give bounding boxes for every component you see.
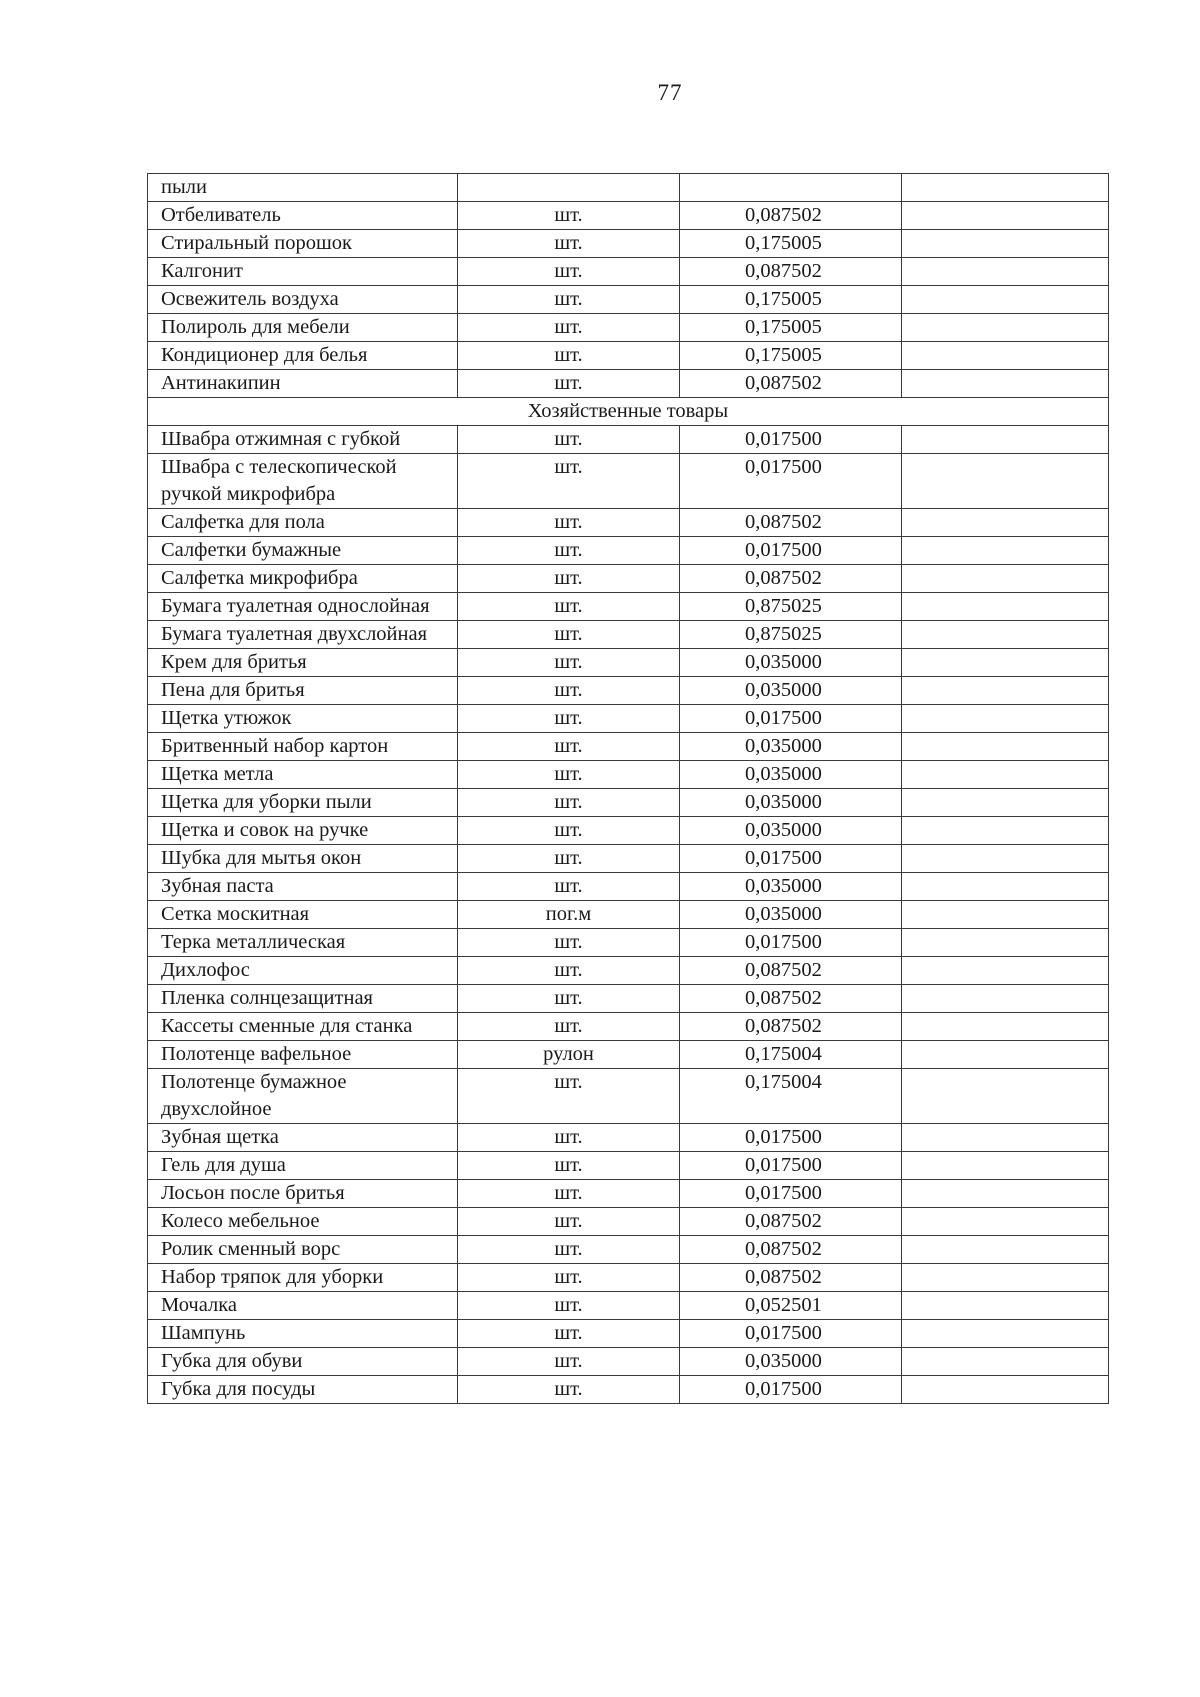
- item-name-cell: Освежитель воздуха: [148, 286, 458, 314]
- item-name-cell: Гель для душа: [148, 1152, 458, 1180]
- table-body: [148, 174, 1109, 1404]
- unit-cell: шт.: [458, 1348, 680, 1376]
- item-name-cell: Бритвенный набор картон: [148, 733, 458, 761]
- item-name-cell: Швабра с телескопической ручкой микрофибра: [148, 454, 458, 509]
- unit-cell: пог.м: [458, 901, 680, 929]
- unit-cell: шт.: [458, 1236, 680, 1264]
- extra-cell: [902, 1180, 1109, 1208]
- unit-cell: шт.: [458, 929, 680, 957]
- section-heading: Хозяйственные товары: [148, 398, 1109, 426]
- item-name-cell: Сетка москитная: [148, 901, 458, 929]
- unit-cell: шт.: [458, 202, 680, 230]
- value-cell: 0,035000: [680, 901, 902, 929]
- value-cell: 0,087502: [680, 1264, 902, 1292]
- extra-cell: [902, 621, 1109, 649]
- value-cell: 0,087502: [680, 258, 902, 286]
- table-row: [148, 1348, 1109, 1376]
- unit-cell: шт.: [458, 733, 680, 761]
- table-row: [148, 454, 1109, 509]
- extra-cell: [902, 1208, 1109, 1236]
- value-cell: 0,175004: [680, 1069, 902, 1124]
- table-row: [148, 901, 1109, 929]
- unit-cell: шт.: [458, 1124, 680, 1152]
- item-name-cell: Кондиционер для белья: [148, 342, 458, 370]
- unit-cell: шт.: [458, 1208, 680, 1236]
- value-cell: 0,875025: [680, 593, 902, 621]
- item-name-cell: Зубная щетка: [148, 1124, 458, 1152]
- item-name-cell: Губка для посуды: [148, 1376, 458, 1404]
- value-cell: 0,017500: [680, 1320, 902, 1348]
- extra-cell: [902, 202, 1109, 230]
- value-cell: 0,087502: [680, 1013, 902, 1041]
- value-cell: 0,035000: [680, 677, 902, 705]
- unit-cell: шт.: [458, 621, 680, 649]
- table-row: [148, 1264, 1109, 1292]
- unit-cell: шт.: [458, 537, 680, 565]
- extra-cell: [902, 509, 1109, 537]
- table-row: [148, 1376, 1109, 1404]
- unit-cell: шт.: [458, 1376, 680, 1404]
- value-cell: 0,175005: [680, 342, 902, 370]
- value-cell: 0,087502: [680, 509, 902, 537]
- unit-cell: шт.: [458, 342, 680, 370]
- extra-cell: [902, 1041, 1109, 1069]
- extra-cell: [902, 845, 1109, 873]
- value-cell: 0,175005: [680, 230, 902, 258]
- unit-cell: шт.: [458, 761, 680, 789]
- table-row: [148, 370, 1109, 398]
- table-row: [148, 649, 1109, 677]
- item-name-cell: Полотенце бумажное двухслойное: [148, 1069, 458, 1124]
- extra-cell: [902, 1152, 1109, 1180]
- table-row: [148, 929, 1109, 957]
- table-row: [148, 1208, 1109, 1236]
- table-row: [148, 202, 1109, 230]
- value-cell: 0,052501: [680, 1292, 902, 1320]
- table-row: [148, 985, 1109, 1013]
- table-row: [148, 565, 1109, 593]
- unit-cell: шт.: [458, 1292, 680, 1320]
- table-row: [148, 1069, 1109, 1124]
- value-cell: [680, 174, 902, 202]
- table-row: [148, 957, 1109, 985]
- value-cell: 0,087502: [680, 202, 902, 230]
- extra-cell: [902, 1376, 1109, 1404]
- item-name-cell: Набор тряпок для уборки: [148, 1264, 458, 1292]
- extra-cell: [902, 314, 1109, 342]
- item-name-cell: Щетка утюжок: [148, 705, 458, 733]
- item-name-cell: Антинакипин: [148, 370, 458, 398]
- extra-cell: [902, 1292, 1109, 1320]
- table-row: [148, 1013, 1109, 1041]
- table-row: [148, 845, 1109, 873]
- extra-cell: [902, 258, 1109, 286]
- unit-cell: шт.: [458, 230, 680, 258]
- item-name-cell: пыли: [148, 174, 458, 202]
- value-cell: 0,017500: [680, 845, 902, 873]
- unit-cell: шт.: [458, 1180, 680, 1208]
- unit-cell: шт.: [458, 286, 680, 314]
- extra-cell: [902, 1069, 1109, 1124]
- value-cell: 0,017500: [680, 1124, 902, 1152]
- item-name-cell: Дихлофос: [148, 957, 458, 985]
- unit-cell: шт.: [458, 817, 680, 845]
- table-row: [148, 342, 1109, 370]
- unit-cell: шт.: [458, 565, 680, 593]
- extra-cell: [902, 1320, 1109, 1348]
- unit-cell: шт.: [458, 1152, 680, 1180]
- unit-cell: шт.: [458, 873, 680, 901]
- value-cell: 0,087502: [680, 957, 902, 985]
- item-name-cell: Отбеливатель: [148, 202, 458, 230]
- item-name-cell: Зубная паста: [148, 873, 458, 901]
- unit-cell: шт.: [458, 1069, 680, 1124]
- value-cell: 0,035000: [680, 761, 902, 789]
- value-cell: 0,035000: [680, 873, 902, 901]
- extra-cell: [902, 565, 1109, 593]
- extra-cell: [902, 370, 1109, 398]
- table-row: [148, 873, 1109, 901]
- table-row: [148, 537, 1109, 565]
- table-row: [148, 426, 1109, 454]
- value-cell: 0,175004: [680, 1041, 902, 1069]
- item-name-cell: Бумага туалетная двухслойная: [148, 621, 458, 649]
- extra-cell: [902, 286, 1109, 314]
- item-name-cell: Полотенце вафельное: [148, 1041, 458, 1069]
- unit-cell: шт.: [458, 258, 680, 286]
- value-cell: 0,035000: [680, 817, 902, 845]
- value-cell: 0,175005: [680, 286, 902, 314]
- table-row: [148, 286, 1109, 314]
- item-name-cell: Салфетки бумажные: [148, 537, 458, 565]
- value-cell: 0,087502: [680, 1236, 902, 1264]
- item-name-cell: Пена для бритья: [148, 677, 458, 705]
- extra-cell: [902, 929, 1109, 957]
- unit-cell: шт.: [458, 426, 680, 454]
- item-name-cell: Крем для бритья: [148, 649, 458, 677]
- value-cell: 0,035000: [680, 733, 902, 761]
- extra-cell: [902, 454, 1109, 509]
- item-name-cell: Швабра отжимная с губкой: [148, 426, 458, 454]
- item-name-cell: Колесо мебельное: [148, 1208, 458, 1236]
- unit-cell: шт.: [458, 509, 680, 537]
- table-row: [148, 1041, 1109, 1069]
- table-row: [148, 1236, 1109, 1264]
- extra-cell: [902, 342, 1109, 370]
- value-cell: 0,017500: [680, 1180, 902, 1208]
- item-name-cell: Щетка метла: [148, 761, 458, 789]
- extra-cell: [902, 426, 1109, 454]
- item-name-cell: Стиральный порошок: [148, 230, 458, 258]
- value-cell: 0,017500: [680, 929, 902, 957]
- table-row: [148, 314, 1109, 342]
- extra-cell: [902, 1264, 1109, 1292]
- value-cell: 0,087502: [680, 985, 902, 1013]
- item-name-cell: Салфетка для пола: [148, 509, 458, 537]
- item-name-cell: Губка для обуви: [148, 1348, 458, 1376]
- item-name-cell: Шубка для мытья окон: [148, 845, 458, 873]
- item-name-cell: Щетка и совок на ручке: [148, 817, 458, 845]
- item-name-cell: Кассеты сменные для станка: [148, 1013, 458, 1041]
- value-cell: 0,017500: [680, 537, 902, 565]
- extra-cell: [902, 1348, 1109, 1376]
- extra-cell: [902, 174, 1109, 202]
- unit-cell: шт.: [458, 789, 680, 817]
- table-row: [148, 509, 1109, 537]
- value-cell: 0,035000: [680, 649, 902, 677]
- page-number: 77: [657, 80, 683, 105]
- unit-cell: шт.: [458, 1013, 680, 1041]
- unit-cell: шт.: [458, 649, 680, 677]
- unit-cell: [458, 174, 680, 202]
- extra-cell: [902, 649, 1109, 677]
- unit-cell: шт.: [458, 314, 680, 342]
- unit-cell: шт.: [458, 593, 680, 621]
- table-row: [148, 789, 1109, 817]
- table-row: [148, 733, 1109, 761]
- table-row: [148, 258, 1109, 286]
- unit-cell: шт.: [458, 845, 680, 873]
- unit-cell: шт.: [458, 370, 680, 398]
- table-row: [148, 677, 1109, 705]
- table-row: [148, 1124, 1109, 1152]
- extra-cell: [902, 873, 1109, 901]
- unit-cell: рулон: [458, 1041, 680, 1069]
- extra-cell: [902, 817, 1109, 845]
- extra-cell: [902, 593, 1109, 621]
- value-cell: 0,035000: [680, 789, 902, 817]
- extra-cell: [902, 957, 1109, 985]
- value-cell: 0,087502: [680, 370, 902, 398]
- table-row: [148, 230, 1109, 258]
- item-name-cell: Мочалка: [148, 1292, 458, 1320]
- table-row: [148, 593, 1109, 621]
- extra-cell: [902, 1124, 1109, 1152]
- item-name-cell: Бумага туалетная однослойная: [148, 593, 458, 621]
- extra-cell: [902, 230, 1109, 258]
- section-heading-row: [148, 398, 1109, 426]
- unit-cell: шт.: [458, 705, 680, 733]
- table-row: [148, 1180, 1109, 1208]
- value-cell: 0,087502: [680, 565, 902, 593]
- table-row: [148, 1292, 1109, 1320]
- unit-cell: шт.: [458, 1320, 680, 1348]
- table-row: [148, 817, 1109, 845]
- item-name-cell: Щетка для уборки пыли: [148, 789, 458, 817]
- value-cell: 0,035000: [680, 1348, 902, 1376]
- extra-cell: [902, 761, 1109, 789]
- extra-cell: [902, 705, 1109, 733]
- value-cell: 0,875025: [680, 621, 902, 649]
- unit-cell: шт.: [458, 957, 680, 985]
- value-cell: 0,017500: [680, 454, 902, 509]
- extra-cell: [902, 789, 1109, 817]
- value-cell: 0,175005: [680, 314, 902, 342]
- value-cell: 0,017500: [680, 1376, 902, 1404]
- item-name-cell: Полироль для мебели: [148, 314, 458, 342]
- item-name-cell: Шампунь: [148, 1320, 458, 1348]
- unit-cell: шт.: [458, 985, 680, 1013]
- unit-cell: шт.: [458, 1264, 680, 1292]
- value-cell: 0,017500: [680, 426, 902, 454]
- value-cell: 0,017500: [680, 705, 902, 733]
- extra-cell: [902, 985, 1109, 1013]
- extra-cell: [902, 1236, 1109, 1264]
- extra-cell: [902, 677, 1109, 705]
- item-name-cell: Пленка солнцезащитная: [148, 985, 458, 1013]
- value-cell: 0,017500: [680, 1152, 902, 1180]
- table-row: [148, 761, 1109, 789]
- item-name-cell: Салфетка микрофибра: [148, 565, 458, 593]
- extra-cell: [902, 537, 1109, 565]
- extra-cell: [902, 733, 1109, 761]
- unit-cell: шт.: [458, 454, 680, 509]
- extra-cell: [902, 1013, 1109, 1041]
- table-row: [148, 705, 1109, 733]
- item-name-cell: Ролик сменный ворс: [148, 1236, 458, 1264]
- consumables-table: [147, 173, 1109, 1404]
- extra-cell: [902, 901, 1109, 929]
- table-row: [148, 174, 1109, 202]
- unit-cell: шт.: [458, 677, 680, 705]
- item-name-cell: Калгонит: [148, 258, 458, 286]
- item-name-cell: Терка металлическая: [148, 929, 458, 957]
- value-cell: 0,087502: [680, 1208, 902, 1236]
- item-name-cell: Лосьон после бритья: [148, 1180, 458, 1208]
- table-row: [148, 621, 1109, 649]
- table-row: [148, 1152, 1109, 1180]
- table-row: [148, 1320, 1109, 1348]
